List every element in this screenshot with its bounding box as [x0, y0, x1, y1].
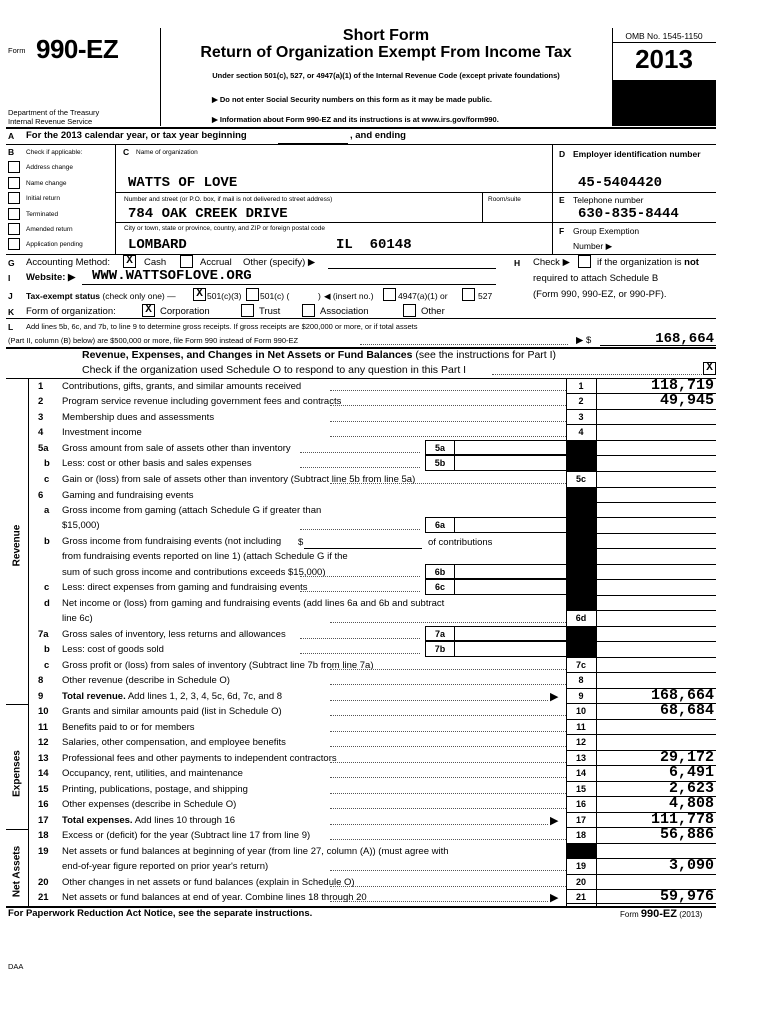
- line-text: Total revenue. Add lines 1, 2, 3, 4, 5c, 6d, 7c, and 8: [62, 691, 283, 702]
- part1-title: Revenue, Expenses, and Changes in Net Assets or Fund Balances (see the instructions for Part I): [82, 349, 557, 361]
- group-number-label: Number ▶: [573, 241, 613, 251]
- line-c-letter: C: [123, 147, 130, 157]
- line-l-letter: L: [8, 322, 14, 332]
- line-text: Benefits paid to or for members: [62, 722, 195, 733]
- line-number: 8: [38, 675, 44, 686]
- check-amended-return[interactable]: [8, 223, 20, 235]
- line-text: Grants and similar amounts paid (list in Schedule O): [62, 706, 282, 717]
- line-number: 18: [38, 830, 49, 841]
- line-number: 9: [38, 691, 44, 702]
- website-label: Website: ▶: [26, 272, 76, 283]
- street-address[interactable]: 784 OAK CREEK DRIVE: [128, 206, 288, 222]
- line-number: c: [44, 582, 50, 593]
- line-amount[interactable]: 3,090: [668, 857, 714, 874]
- line-text: Salaries, other compensation, and employee benefits: [62, 737, 286, 748]
- line-text: Contributions, gifts, grants, and similar amounts received: [62, 381, 302, 392]
- line-number: 20: [38, 877, 49, 888]
- line-amount[interactable]: 118,719: [650, 377, 714, 394]
- terminated-label: Terminated: [26, 211, 59, 218]
- line-l-arrow: ▶ $: [576, 335, 592, 346]
- association-label: Association: [320, 306, 369, 317]
- line-text: Other revenue (describe in Schedule O): [62, 675, 230, 686]
- room-suite-label: Room/suite: [488, 196, 521, 203]
- line-box-number: 4: [578, 427, 584, 437]
- line-l-text2: (Part II, column (B) below) are $500,000 or more, file Form 990 instead of Form 990-EZ: [8, 336, 299, 345]
- line-text: Total expenses. Add lines 10 through 16: [62, 815, 236, 826]
- initial-return-label: Initial return: [26, 195, 60, 202]
- line-text: Gaming and fundraising events: [62, 490, 194, 501]
- address-change-label: Address change: [26, 164, 73, 171]
- line-amount[interactable]: 111,778: [650, 811, 714, 828]
- group-exemption-label: Group Exemption: [573, 226, 640, 236]
- form-title: Return of Organization Exempt From Income Tax: [200, 44, 572, 61]
- inner-amount-field[interactable]: [455, 440, 566, 455]
- opt-501c-close: ): [318, 291, 321, 301]
- line-number: 10: [38, 706, 49, 717]
- line-number: 3: [38, 412, 44, 423]
- inner-amount-field[interactable]: [455, 517, 566, 533]
- check-4947[interactable]: [383, 288, 396, 301]
- check-accrual[interactable]: [180, 255, 193, 268]
- inner-amount-field[interactable]: [455, 579, 566, 595]
- line-f-letter: F: [559, 226, 565, 236]
- line-text: Gain or (loss) from sale of assets other than inventory (Subtract line 5b from line 5a): [62, 474, 416, 485]
- line-text: Gross sales of inventory, less returns and allowances: [62, 629, 286, 640]
- check-trust[interactable]: [241, 304, 254, 317]
- line-a-text: For the 2013 calendar year, or tax year beginning: [26, 130, 247, 141]
- line-text: Less: cost or other basis and sales expenses: [62, 458, 252, 469]
- inner-box-label: 6b: [434, 567, 446, 577]
- state-zip[interactable]: IL 60148: [336, 237, 412, 253]
- tax-exempt-label: Tax-exempt status (check only one) —: [26, 291, 176, 301]
- check-terminated[interactable]: [8, 208, 20, 220]
- line-number: a: [44, 505, 50, 516]
- line-box-number: 19: [575, 861, 586, 871]
- line-text: Net assets or fund balances at end of year. Combine lines 18 through 20: [62, 892, 367, 903]
- line-box-number: 9: [578, 691, 584, 701]
- phone-value[interactable]: 630-835-8444: [578, 206, 679, 222]
- dept-treasury: Department of the Treasury: [8, 108, 100, 117]
- amended-return-label: Amended return: [26, 226, 73, 233]
- line-box-number: 13: [575, 753, 586, 763]
- line-amount[interactable]: 59,976: [659, 888, 714, 905]
- line-box-number: 21: [575, 892, 586, 902]
- line-amount[interactable]: 29,172: [659, 749, 714, 766]
- line-text: $15,000): [62, 520, 100, 531]
- line-box-number: 16: [575, 799, 586, 809]
- line-number: c: [44, 660, 50, 671]
- line-number: 21: [38, 892, 49, 903]
- ein-label: Employer identification number: [573, 149, 701, 159]
- short-form-label: Short Form: [342, 27, 430, 44]
- line-amount[interactable]: 56,886: [659, 826, 714, 843]
- schedule-b-text1: if the organization is not: [597, 257, 699, 268]
- schedule-b-text2: required to attach Schedule B: [533, 273, 659, 284]
- org-name[interactable]: WATTS OF LOVE: [128, 175, 238, 191]
- line-k-letter: K: [8, 307, 15, 317]
- other-method-field[interactable]: [328, 268, 496, 269]
- line-number: c: [44, 474, 50, 485]
- line-box-number: 11: [576, 722, 586, 732]
- check-other-org[interactable]: [403, 304, 416, 317]
- opt-501c3-label: 501(c)(3): [207, 291, 242, 301]
- line-number: 7a: [38, 629, 49, 640]
- inner-amount-field[interactable]: [455, 641, 566, 657]
- other-method-label: Other (specify) ▶: [243, 257, 316, 268]
- side-label-expenses: Expenses: [11, 750, 23, 797]
- street-label: Number and street (or P.O. box, if mail is not delivered to street address): [124, 196, 333, 203]
- line-number: 16: [38, 799, 49, 810]
- line-amount[interactable]: 49,945: [659, 392, 714, 409]
- check-name-change[interactable]: [8, 177, 20, 189]
- footer-form-id: Form 990-EZ (2013): [620, 908, 703, 920]
- opt-4947-label: 4947(a)(1) or: [398, 291, 448, 301]
- line-number: 15: [38, 784, 49, 795]
- line-text: Net income or (loss) from gaming and fundraising events (add lines 6a and 6b and subtract: [62, 598, 445, 609]
- schedule-o-text: Check if the organization used Schedule O to respond to any question in this Part I: [82, 364, 467, 376]
- line-j-letter: J: [8, 291, 13, 301]
- side-label-net-assets: Net Assets: [11, 845, 23, 898]
- omb-number: OMB No. 1545-1150: [625, 31, 703, 41]
- check-schedule-o[interactable]: X: [703, 362, 716, 375]
- line-box-number: 14: [575, 768, 586, 778]
- line-number: d: [44, 598, 50, 609]
- check-schedule-b[interactable]: [578, 255, 591, 268]
- line6b-amount-field[interactable]: [304, 548, 422, 549]
- city-label: City or town, state or province, country, and ZIP or foreign postal code: [124, 225, 325, 232]
- line-number: 17: [38, 815, 49, 826]
- other-org-label: Other: [421, 306, 445, 317]
- line-box-number: 20: [575, 877, 586, 887]
- line6b-dollar: $: [298, 537, 304, 548]
- line-l-text1: Add lines 5b, 6c, and 7b, to line 9 to determine gross receipts. If gross receipts are $200,000 or more, or if total assets: [26, 322, 418, 331]
- line-number: 2: [38, 396, 44, 407]
- check-corporation[interactable]: X: [142, 304, 155, 317]
- org-name-label: Name of organization: [136, 149, 198, 156]
- line-a-letter: A: [8, 131, 15, 141]
- phone-label: Telephone number: [573, 195, 644, 205]
- line-box-number: 17: [575, 815, 586, 825]
- accrual-label: Accrual: [200, 257, 232, 268]
- trust-label: Trust: [259, 306, 281, 317]
- line-box-number: 5c: [575, 474, 586, 484]
- line6b-of-contributions: of contributions: [428, 537, 493, 548]
- form-word: Form: [8, 46, 26, 55]
- line-text: Printing, publications, postage, and shipping: [62, 784, 248, 795]
- corporation-label: Corporation: [160, 306, 210, 317]
- check-initial-return[interactable]: [8, 192, 20, 204]
- line-amount[interactable]: 68,684: [659, 702, 714, 719]
- inner-box-label: 5b: [434, 458, 446, 468]
- name-change-label: Name change: [26, 180, 67, 187]
- line-b-label: Check if applicable:: [26, 149, 83, 156]
- paperwork-notice: For Paperwork Reduction Act Notice, see the separate instructions.: [8, 908, 313, 919]
- line-number: 1: [38, 381, 44, 392]
- line-text: end-of-year figure reported on prior year's return): [62, 861, 269, 872]
- inner-box-label: 7a: [434, 629, 445, 639]
- tax-year: 2013: [635, 44, 693, 74]
- side-label-revenue: Revenue: [11, 524, 23, 567]
- check-501c[interactable]: [246, 288, 259, 301]
- total-arrow-icon: ▶: [550, 691, 559, 703]
- application-pending-label: Application pending: [26, 241, 83, 248]
- line-box-number: 2: [578, 396, 584, 406]
- line-box-number: 15: [575, 784, 586, 794]
- check-501c3[interactable]: X: [193, 288, 206, 301]
- line-text: Less: direct expenses from gaming and fundraising events: [62, 582, 308, 593]
- ein-value[interactable]: 45-5404420: [578, 175, 663, 191]
- form-of-org-label: Form of organization:: [26, 306, 116, 317]
- line-number: 14: [38, 768, 49, 779]
- line-box-number: 10: [575, 706, 586, 716]
- omb-shade: [613, 81, 716, 126]
- line-number: 11: [38, 722, 49, 733]
- line-amount[interactable]: 6,491: [668, 764, 714, 781]
- irs-label: Internal Revenue Service: [8, 117, 93, 126]
- inner-amount-field[interactable]: [455, 455, 566, 471]
- schedule-b-text3: (Form 990, 990-EZ, or 990-PF).: [533, 289, 667, 300]
- inner-box-label: 6a: [434, 520, 445, 530]
- line-text: Investment income: [62, 427, 142, 438]
- form-subtitle: Under section 501(c), 527, or 4947(a)(1) of the Internal Revenue Code (except private foundations): [212, 71, 560, 80]
- form-number: 990-EZ: [36, 34, 119, 64]
- line-text: Other expenses (describe in Schedule O): [62, 799, 237, 810]
- cash-label: Cash: [144, 257, 167, 268]
- opt-527-label: 527: [478, 291, 493, 301]
- line-text: Gross amount from sale of assets other than inventory: [62, 443, 291, 454]
- line-text: Membership dues and assessments: [62, 412, 215, 423]
- line-number: 5a: [38, 443, 49, 454]
- line-amount[interactable]: 2,623: [668, 780, 714, 797]
- line-number: 19: [38, 846, 49, 857]
- line-h-letter: H: [514, 258, 521, 268]
- city[interactable]: LOMBARD: [128, 237, 187, 253]
- line-number: 13: [38, 753, 49, 764]
- inner-amount-field[interactable]: [455, 626, 566, 641]
- line-text: Gross income from gaming (attach Schedule G if greater than: [62, 505, 322, 516]
- line-amount[interactable]: 4,808: [668, 795, 714, 812]
- line-number: b: [44, 644, 50, 655]
- accounting-method-label: Accounting Method:: [26, 257, 110, 268]
- check-527[interactable]: [462, 288, 475, 301]
- line-text: Less: cost of goods sold: [62, 644, 164, 655]
- check-cash[interactable]: X: [123, 255, 136, 268]
- gross-receipts-amount[interactable]: 168,664: [655, 331, 714, 347]
- line-text: line 6c): [62, 613, 93, 624]
- inner-box-label: 7b: [434, 644, 446, 654]
- website-value[interactable]: WWW.WATTSOFLOVE.ORG: [92, 268, 252, 284]
- line-box-number: 18: [575, 830, 586, 840]
- line-text: Other changes in net assets or fund balances (explain in Schedule O): [62, 877, 355, 888]
- line-box-number: 7c: [575, 660, 586, 670]
- check-application-pending[interactable]: [8, 238, 20, 250]
- inner-box-label: 6c: [434, 582, 445, 592]
- line-text: from fundraising events reported on line 1) (attach Schedule G if the: [62, 551, 348, 562]
- line-g-letter: G: [8, 258, 15, 268]
- opt-501c-label: 501(c) (: [260, 291, 290, 301]
- line-number: b: [44, 536, 50, 547]
- line-text: Gross income from fundraising events (not including: [62, 536, 282, 547]
- line-box-number: 12: [575, 737, 586, 747]
- line-text: Occupancy, rent, utilities, and maintenance: [62, 768, 243, 779]
- notice-ssn: ▶ Do not enter Social Security numbers on this form as it may be made public.: [212, 95, 493, 104]
- daa-label: DAA: [8, 962, 24, 971]
- line-number: 12: [38, 737, 49, 748]
- line-text: sum of such gross income and contributions exceeds $15,000): [62, 567, 326, 578]
- line-text: Program service revenue including government fees and contracts: [62, 396, 342, 407]
- line-box-number: 8: [578, 675, 584, 685]
- line-amount[interactable]: 168,664: [650, 687, 714, 704]
- check-address-change[interactable]: [8, 161, 20, 173]
- line-b-letter: B: [8, 147, 15, 157]
- line-number: 6: [38, 490, 44, 501]
- line-e-letter: E: [559, 195, 565, 205]
- line-box-number: 3: [578, 412, 584, 422]
- line-text: Net assets or fund balances at beginning of year (from line 27, column (A)) (must agree with: [62, 846, 449, 857]
- inner-box-label: 5a: [434, 443, 445, 453]
- inner-amount-field[interactable]: [455, 564, 566, 579]
- and-ending-label: , and ending: [350, 130, 406, 141]
- line-number: 4: [38, 427, 44, 438]
- line-number: b: [44, 458, 50, 469]
- line-text: Excess or (deficit) for the year (Subtract line 17 from line 9): [62, 830, 311, 841]
- notice-info: ▶ Information about Form 990-EZ and its instructions is at www.irs.gov/form990.: [212, 115, 499, 124]
- check-h-label: Check ▶: [533, 257, 570, 268]
- line-box-number: 1: [578, 381, 584, 391]
- line-text: Gross profit or (loss) from sales of inventory (Subtract line 7b from line 7a): [62, 660, 374, 671]
- line-i-letter: I: [8, 273, 11, 283]
- line-d-letter: D: [559, 149, 566, 159]
- total-arrow-icon: ▶: [550, 892, 559, 904]
- insert-no-label: ◀ (insert no.): [324, 291, 374, 301]
- total-arrow-icon: ▶: [550, 815, 559, 827]
- check-association[interactable]: [302, 304, 315, 317]
- line-box-number: 6d: [575, 613, 587, 623]
- line-text: Professional fees and other payments to independent contractors: [62, 753, 337, 764]
